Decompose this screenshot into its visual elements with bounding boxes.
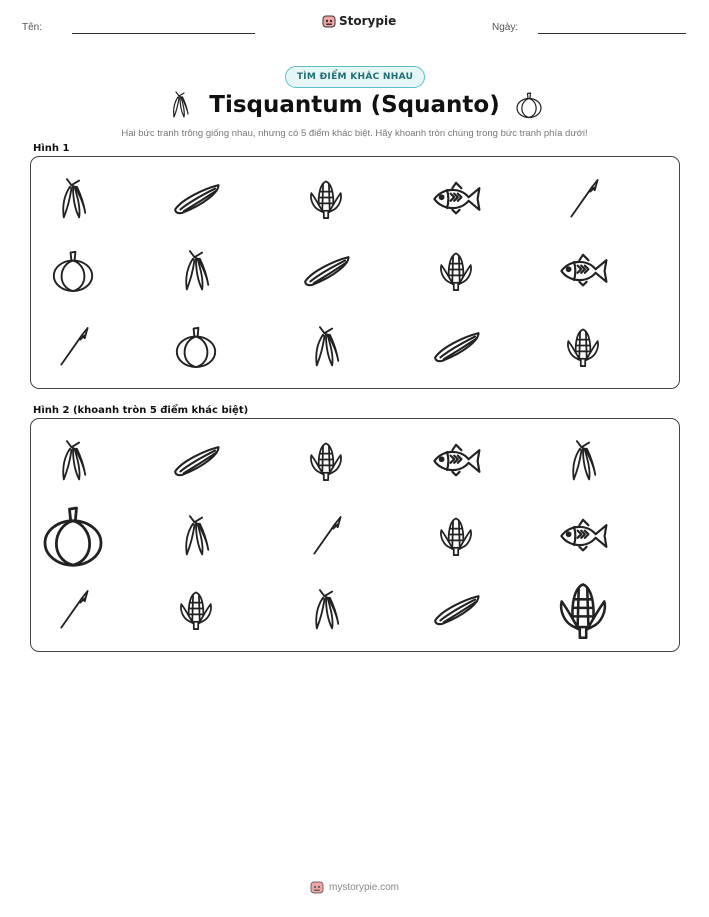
canoe-icon[interactable] <box>430 584 482 636</box>
fish-icon[interactable] <box>429 434 483 488</box>
title-row <box>0 90 709 120</box>
beans-icon[interactable] <box>303 587 349 633</box>
canoe-icon <box>300 245 352 297</box>
pumpkin-icon <box>172 323 220 371</box>
picture-2-panel[interactable] <box>30 418 680 652</box>
date-label: Ngày: <box>492 22 519 33</box>
fish-icon <box>556 244 610 298</box>
beans-icon <box>303 324 349 370</box>
spear-icon <box>561 177 605 221</box>
beans-icon[interactable] <box>173 513 219 559</box>
corn-icon[interactable] <box>304 439 348 483</box>
fish-icon <box>429 172 483 226</box>
picture-1-label: Hình 1 <box>33 143 70 154</box>
footer <box>0 880 709 894</box>
canoe-icon <box>170 173 222 225</box>
beans-icon[interactable] <box>50 438 96 484</box>
corn-icon[interactable] <box>551 578 615 642</box>
footer-url[interactable]: mystorypie.com <box>328 881 399 893</box>
activity-badge: TÌM ĐIỂM KHÁC NHAU <box>285 66 425 88</box>
corn-icon <box>561 325 605 369</box>
page-title: Tisquantum (Squanto) <box>209 92 500 118</box>
name-line[interactable] <box>72 33 255 34</box>
instruction-text: Hai bức tranh trông giống nhau, nhưng có 5 điểm khác biệt. Hãy khoanh tròn chúng trong bức tranh phía dưới! <box>121 128 588 139</box>
canoe-icon[interactable] <box>170 435 222 487</box>
spear-icon[interactable] <box>51 588 95 632</box>
brand-logo <box>322 14 396 28</box>
corn-icon <box>434 249 478 293</box>
name-label: Tên: <box>22 22 43 33</box>
fish-icon[interactable] <box>556 509 610 563</box>
beans-icon <box>50 176 96 222</box>
storypie-logo-icon <box>310 880 324 894</box>
corn-icon[interactable] <box>434 514 478 558</box>
date-line[interactable] <box>538 33 686 34</box>
spear-icon <box>51 325 95 369</box>
spear-icon[interactable] <box>304 514 348 558</box>
corn-icon[interactable] <box>174 588 218 632</box>
pumpkin-icon <box>49 247 97 295</box>
pumpkin-icon[interactable] <box>38 501 108 571</box>
picture-1-panel <box>30 156 680 389</box>
corn-icon <box>304 177 348 221</box>
beans-icon <box>173 248 219 294</box>
beans-icon[interactable] <box>560 438 606 484</box>
picture-2-label: Hình 2 (khoanh tròn 5 điểm khác biệt) <box>33 405 249 416</box>
beans-icon <box>165 90 195 120</box>
storypie-logo-icon <box>322 14 336 28</box>
canoe-icon <box>430 321 482 373</box>
pumpkin-icon <box>514 90 544 120</box>
brand-name: Storypie <box>339 14 397 28</box>
